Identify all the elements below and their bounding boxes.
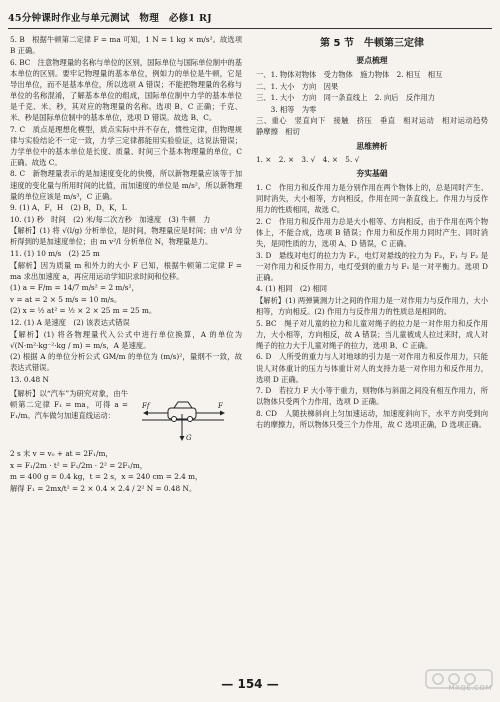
- watermark-text: MXQE.COM: [448, 684, 492, 692]
- answer-paragraph: 13. 0.48 N: [10, 374, 49, 384]
- page-number: — 154 —: [221, 677, 279, 691]
- answer-paragraph: 7. C 质点是理想化模型，质点实际中并不存在，惯性定律，但物理规律与实验结论不一定一致，力学三定律都能用实验验证，这说法错误；力学单位中的基本单位是长度、质量、时间三个基本物理量的单位，C 正确。故选 C。: [10, 124, 242, 167]
- car-force-diagram: [132, 390, 232, 444]
- answer-paragraph: 5. BC 绳子对儿童的拉力和儿童对绳子的拉力是一对作用力和反作用力，大小相等，方向相反，故 A 错误；当儿童被成人拉过来时，成人对绳子的拉力大于儿童对绳子的拉力，选项 B、C 正确。: [256, 318, 488, 350]
- page-header: [8, 10, 492, 29]
- answer-paragraph: 5. B 根据牛顿第二定律 F = ma 可知，1 N = 1 kg × m/s²。故选项 B 正确。: [10, 35, 242, 56]
- answer-paragraph: (2) 根据 A 的单位分析公式 GM/m 的单位为 (m/s)²，量纲不一致，故表达式错误。: [10, 352, 242, 373]
- subsection-title: 要点梳理: [356, 56, 388, 66]
- answer-paragraph: 8. CD 人随扶梯斜向上匀加速运动，加速度斜向下，水平方向受到向右的摩擦力，所以物体只受三个力作用，故 C 选项正确，D 选项正确。: [256, 408, 488, 429]
- answer-paragraph: (1) a = F/m = 14/7 m/s² = 2 m/s²，: [10, 283, 139, 293]
- key-point: 一、1. 物体对物体 受力物体 施力物体 2. 相互 相互: [256, 70, 443, 80]
- answer-paragraph: (2) x = ½ at² = ½ × 2 × 25 m = 25 m。: [10, 306, 157, 316]
- answer-paragraph: 4. (1) 相同 (2) 相同: [256, 284, 328, 294]
- answer-paragraph: m = 400 g = 0.4 kg，t = 2 s，x = 240 cm = 2.4 m，: [10, 472, 203, 482]
- answer-paragraph: 12. (1) A 是速度 (2) 该表达式错误: [10, 317, 130, 327]
- judge-answers: 1. × 2. × 3. √ 4. × 5. √: [256, 155, 360, 165]
- answer-paragraph: 1. C 作用力和反作用力是分别作用在两个物体上的，总是同时产生、同时消失，大小相等，方向相反，作用在同一条直线上。作用力与反作用力的性质相同，故选 C。: [256, 183, 488, 215]
- car-force-figure: [10, 388, 242, 444]
- answer-paragraph: 6. D 人所受的重力与人对地球的引力是一对作用力和反作用力，只能说人对体重计的压力与体重计对人的支持力是一对作用力和反作用力，选项 D 正确。: [256, 352, 488, 384]
- force-label-g: G: [186, 433, 192, 442]
- key-point: 三、重心 竖直向下 接触 挤压 垂直 相对运动 相对运动趋势 静摩擦 相切: [256, 116, 496, 137]
- answer-paragraph: x = F₁/2m · t² = F₁/2m · 2² = 2F₁/m，: [10, 460, 148, 470]
- answer-paragraph: 11. (1) 10 m/s (2) 25 m: [10, 248, 100, 258]
- key-point: 3. 相等 为零: [256, 104, 317, 114]
- key-point: 三、1. 大小 方向 同一条直线上 2. 向后 反作用力: [256, 93, 436, 103]
- answer-paragraph: v = at = 2 × 5 m/s = 10 m/s。: [10, 294, 122, 304]
- answer-paragraph: 10. (1) 秒 时间 (2) 米/每二次方秒 加速度 (3) 牛顿 力: [10, 214, 211, 224]
- answer-paragraph: 解得 F₁ = 2mx/t² = 2 × 0.4 × 2.4 / 2² N = 0.48 N。: [10, 483, 197, 493]
- answer-paragraph: 【解析】(1) 将 √(l/g) 分析单位，是时间，物理量应是时间；由 v²/l 分析得到的是加速度单位；由 m v²/l 分析单位 N，物理量是力。: [10, 226, 242, 247]
- answer-paragraph: 6. BC 注意物理量的名称与单位的区别，国际单位与国际单位制中的基本单位的区别。要牢记物理量的基本单位，例如力的单位是牛顿，它是导出单位，而不是基本单位，所以选项 A 错误；不能把物理量的名称与单位的名称混淆，了解基本单位的组成，国际单位制中力学的基本单位是千克、米、秒，其对应的物理量的名称。选项 B、C 正确；千克、米、秒是国际单位制中的基本单位，选项 D 错误。故选 B、C。: [10, 57, 242, 123]
- force-label-ff: Ff: [142, 401, 150, 410]
- answer-paragraph: 【解析】因为质量 m 和外力的大小 F 已知，根据牛顿第二定律 F = ma 求出加速度 a，再应用运动学知识求时间和位移。: [10, 260, 242, 281]
- section-title: 第 5 节 牛顿第三定律: [320, 38, 424, 49]
- answer-paragraph: 2 s 末 v = v₀ + at = 2F₁/m，: [10, 448, 113, 458]
- answer-paragraph: 【解析】(1) 两弹簧测力计之间的作用力是一对作用力与反作用力，大小相等，方向相反。(2) 作用力与反作用力的性质总是相同的。: [256, 296, 488, 317]
- answer-paragraph: 【解析】(1) 将各物理量代入公式中进行单位换算，A 的单位为 √(N·m²·kg⁻²·kg / m) = m/s，A 是速度。: [10, 329, 242, 350]
- subsection-title: 夯实基础: [356, 169, 388, 179]
- answer-paragraph: 3. D 悬线对电灯的拉力为 F₁，电灯对悬线的拉力为 F₂，F₁ 与 F₂ 是一对作用力和反作用力，电灯受到的重力与 F₁ 是一对平衡力。选项 D 正确。: [256, 250, 488, 282]
- header-title: 45分钟课时作业与单元测试 物理 必修1 RJ: [8, 13, 212, 24]
- watermark-logo-icon: [424, 668, 494, 698]
- right-column: [256, 34, 496, 430]
- force-label-f: F: [218, 401, 223, 410]
- answer-paragraph: 7. D 若拉力 F 大小等于重力，则物体与斜面之间没有相互作用力，所以物体只受两个力作用，选项 D 正确。: [256, 386, 488, 407]
- key-point: 二、1. 大小 方向 因果: [256, 81, 339, 91]
- left-column: [10, 34, 242, 494]
- figure-caption: 【解析】以“汽车”为研究对象，由牛顿第二定律 F₁ = ma，可得 a = F₁/m。汽车做匀加速直线运动：: [10, 388, 128, 421]
- subsection-title: 思维辨析: [356, 141, 388, 151]
- answer-paragraph: 9. (1) A，F，H (2) B，D，K，L: [10, 203, 127, 213]
- answer-paragraph: 8. C 新物理量表示的是加速度变化的快慢，所以新物理量应该等于加速度的变化量与所用时间的比值，而加速度的单位是 m/s²，所以新物理量的单位应该是 m/s³，C 正确。: [10, 169, 242, 201]
- answer-paragraph: 2. C 作用力和反作用力总是大小相等、方向相反，由于作用在两个物体上，不能合成，选项 B 错误；作用力和反作用力同时产生、同时消失，是同性质的力，选项 A、D 错误，C 正确。: [256, 217, 488, 249]
